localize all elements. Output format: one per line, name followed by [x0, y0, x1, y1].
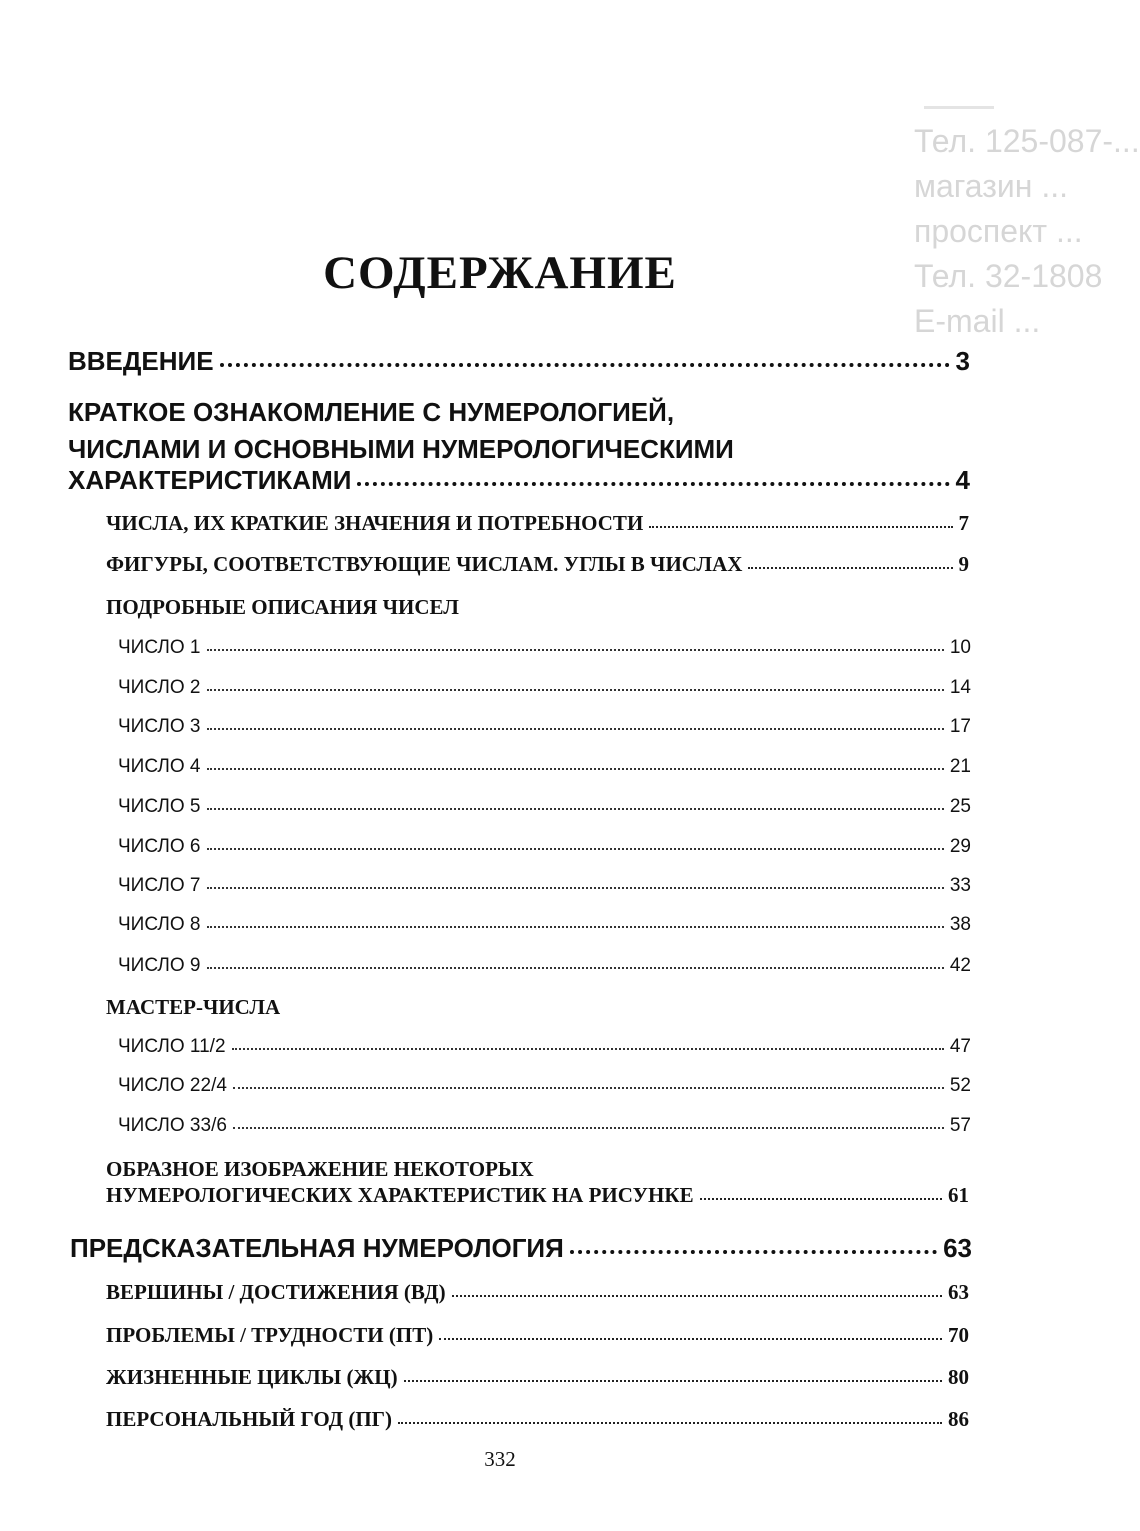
toc-entry-label: ЧИСЛО 4	[118, 756, 201, 777]
toc-entry-overview[interactable]	[68, 465, 970, 496]
toc-entry-label: ЧИСЛО 1	[118, 637, 201, 658]
toc-page-number: 47	[949, 1036, 971, 1057]
dot-leader	[357, 481, 949, 486]
show-through-line: Тел. 125-087-...	[914, 123, 1140, 159]
toc-entry-numbers-meaning[interactable]	[106, 511, 969, 536]
toc-entry-number[interactable]	[118, 756, 971, 778]
page-number: 332	[484, 1447, 516, 1471]
toc-entry-number[interactable]	[118, 677, 971, 699]
toc-page-number: 9	[958, 552, 969, 576]
toc-page-number: 10	[949, 637, 971, 658]
dot-leader	[207, 966, 944, 969]
toc-entry-label: НУМЕРОЛОГИЧЕСКИХ ХАРАКТЕРИСТИК НА РИСУНКЕ	[106, 1183, 694, 1207]
toc-entry-number[interactable]	[118, 836, 971, 858]
toc-page-number: 3	[955, 346, 970, 376]
dot-leader	[207, 688, 944, 691]
toc-entry-predictive-item[interactable]	[106, 1280, 969, 1305]
toc-entry-label: ЧИСЛО 33/6	[118, 1115, 227, 1136]
toc-entry-number[interactable]	[118, 637, 971, 659]
toc-page-number: 63	[943, 1233, 972, 1263]
toc-entry-label: ЧИСЛО 11/2	[118, 1036, 226, 1057]
toc-entry-label: ЧИСЛО 22/4	[118, 1075, 227, 1096]
toc-entry-number[interactable]	[118, 796, 971, 818]
dot-leader	[207, 925, 944, 928]
toc-page-number: 63	[948, 1280, 969, 1304]
page-title: СОДЕРЖАНИЕ	[323, 247, 677, 299]
toc-entry-number[interactable]	[118, 914, 971, 936]
toc-page-number: 42	[949, 955, 971, 976]
show-through-line: магазин ...	[914, 168, 1068, 204]
toc-entry-predictive[interactable]	[70, 1233, 972, 1264]
toc-page-number: 25	[949, 796, 971, 817]
toc-page-number: 70	[948, 1323, 969, 1347]
toc-page-number: 29	[949, 836, 971, 857]
dot-leader	[233, 1086, 944, 1089]
dot-leader	[207, 886, 944, 889]
toc-entry-label: ЧИСЛО 3	[118, 716, 201, 737]
toc-page-number: 4	[955, 465, 970, 495]
toc-entry-label: ПРОБЛЕМЫ / ТРУДНОСТИ (ПТ)	[106, 1323, 434, 1347]
dot-leader	[700, 1197, 942, 1200]
toc-entry-label: ПЕРСОНАЛЬНЫЙ ГОД (ПГ)	[106, 1407, 393, 1431]
toc-page-number: 57	[949, 1115, 971, 1136]
toc-entry-master-number[interactable]	[118, 1115, 971, 1137]
toc-entry-intro[interactable]	[68, 346, 970, 377]
toc-entry-number[interactable]	[118, 716, 971, 738]
dot-leader	[207, 767, 944, 770]
dot-leader	[570, 1249, 937, 1254]
toc-entry-label: ЧИСЛО 6	[118, 836, 201, 857]
toc-entry-figurative-heading: ОБРАЗНОЕ ИЗОБРАЖЕНИЕ НЕКОТОРЫХ	[106, 1157, 534, 1181]
toc-entry-number[interactable]	[118, 875, 971, 897]
toc-entry-label: ПРЕДСКАЗАТЕЛЬНАЯ НУМЕРОЛОГИЯ	[70, 1233, 564, 1263]
toc-page-number: 61	[948, 1183, 969, 1207]
toc-page-number: 7	[958, 511, 969, 535]
toc-entry-label: ЧИСЛО 5	[118, 796, 201, 817]
toc-entry-number[interactable]	[118, 955, 971, 977]
toc-entry-predictive-item[interactable]	[106, 1407, 969, 1432]
dot-leader	[220, 362, 950, 367]
toc-entry-label-line: ЧИСЛАМИ И ОСНОВНЫМИ НУМЕРОЛОГИЧЕСКИМИ	[68, 434, 734, 464]
toc-entry-predictive-item[interactable]	[106, 1365, 969, 1390]
toc-entry-label: ЧИСЛО 8	[118, 914, 201, 935]
toc-entry-label: ФИГУРЫ, СООТВЕТСТВУЮЩИЕ ЧИСЛАМ. УГЛЫ В ЧИСЛАХ	[106, 552, 743, 576]
toc-page-number: 52	[949, 1075, 971, 1096]
show-through-bar	[924, 106, 994, 109]
dot-leader	[207, 847, 944, 850]
toc-entry-label: ЧИСЛО 9	[118, 955, 201, 976]
toc-entry-predictive-item[interactable]	[106, 1323, 969, 1348]
toc-entry-overview-heading	[68, 394, 734, 468]
show-through-line: Тел. 32-1808	[914, 258, 1103, 294]
toc-entry-label-line: КРАТКОЕ ОЗНАКОМЛЕНИЕ С НУМЕРОЛОГИЕЙ,	[68, 397, 675, 427]
dot-leader	[649, 525, 952, 528]
toc-page-number: 33	[949, 875, 971, 896]
dot-leader	[207, 807, 944, 810]
dot-leader	[233, 1126, 944, 1129]
toc-entry-figurative[interactable]	[106, 1183, 969, 1208]
dot-leader	[207, 727, 944, 730]
toc-section-master: МАСТЕР-ЧИСЛА	[106, 995, 281, 1019]
toc-page-number: 86	[948, 1407, 969, 1431]
dot-leader	[404, 1379, 942, 1382]
show-through-line: E-mail ...	[914, 303, 1041, 339]
dot-leader	[232, 1047, 944, 1050]
toc-entry-master-number[interactable]	[118, 1036, 971, 1058]
toc-page-number: 38	[949, 914, 971, 935]
toc-entry-label: ВЕРШИНЫ / ДОСТИЖЕНИЯ (ВД)	[106, 1280, 446, 1304]
toc-entry-label: ВВЕДЕНИЕ	[68, 346, 214, 376]
dot-leader	[439, 1337, 942, 1340]
toc-entry-label: ЖИЗНЕННЫЕ ЦИКЛЫ (ЖЦ)	[106, 1365, 398, 1389]
show-through-line: проспект ...	[914, 213, 1083, 249]
show-through-text	[914, 100, 1140, 344]
toc-entry-figures[interactable]	[106, 552, 969, 577]
toc-entry-label: ЧИСЛА, ИХ КРАТКИЕ ЗНАЧЕНИЯ И ПОТРЕБНОСТИ	[106, 511, 644, 535]
toc-entry-label: ЧИСЛО 2	[118, 677, 201, 698]
toc-page-number: 80	[948, 1365, 969, 1389]
toc-page-number: 17	[949, 716, 971, 737]
dot-leader	[207, 648, 944, 651]
dot-leader	[748, 566, 952, 569]
toc-entry-master-number[interactable]	[118, 1075, 971, 1097]
toc-page-number: 21	[949, 756, 971, 777]
toc-entry-label: ЧИСЛО 7	[118, 875, 201, 896]
toc-section-detailed: ПОДРОБНЫЕ ОПИСАНИЯ ЧИСЕЛ	[106, 595, 459, 619]
dot-leader	[398, 1421, 942, 1424]
toc-entry-label: ХАРАКТЕРИСТИКАМИ	[68, 465, 352, 495]
dot-leader	[452, 1294, 942, 1297]
toc-page-number: 14	[949, 677, 971, 698]
